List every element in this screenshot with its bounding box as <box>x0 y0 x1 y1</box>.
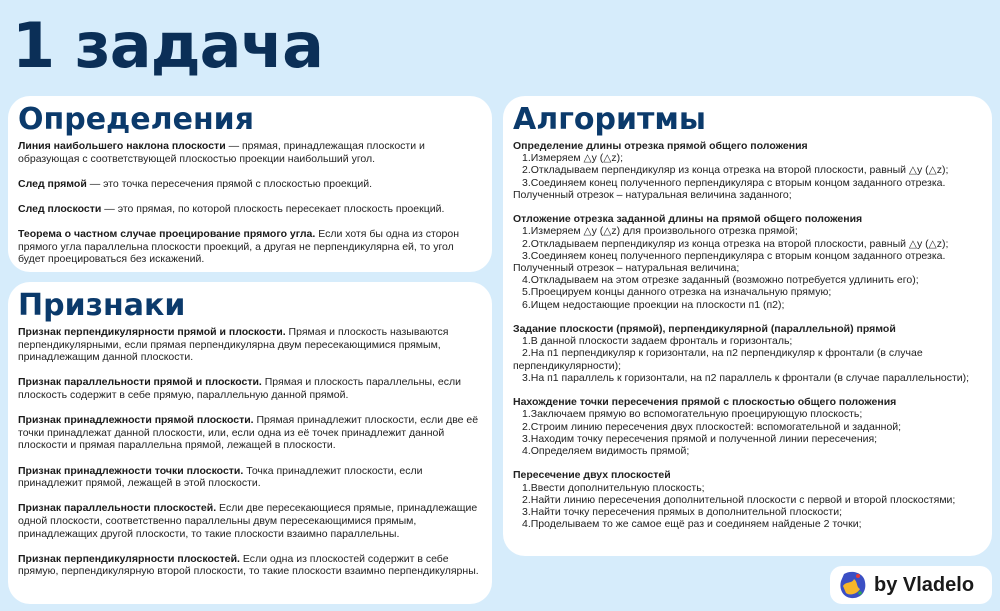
term: Признак параллельности прямой и плоскости. <box>18 376 262 389</box>
algorithm-step: 3.Найти точку пересечения прямых в дополнительной плоскости; <box>522 506 842 519</box>
algorithm-step: 2.Откладываем перпендикуляр из конца отрезка на второй плоскости, равный △y (△z); <box>522 164 949 177</box>
page-title: 1 задача <box>12 9 323 82</box>
paragraph <box>18 465 482 490</box>
algorithm-block <box>513 140 982 201</box>
term: Признак перпендикулярности плоскостей. <box>18 552 240 565</box>
algorithm-step: 3.Соединяем конец полученного перпендикуляра с вторым концом заданного отрезка. <box>522 176 946 189</box>
paragraph <box>18 414 482 452</box>
definitions-card <box>8 96 492 272</box>
algorithm-block <box>513 469 982 530</box>
paragraph <box>18 203 482 216</box>
term: Признак перпендикулярности прямой и плоскости. <box>18 326 286 338</box>
algorithm-step: 1.Ввести дополнительную плоскость; <box>522 481 705 494</box>
algorithm-step: 4.Определяем видимость прямой; <box>522 445 690 458</box>
description: Прямая и плоскость параллельны, если плоскость содержит в себе прямую, параллельную данной прямой. <box>18 376 461 401</box>
logo-text: by Vladelo <box>874 573 975 596</box>
algorithm-step: 4.Откладываем на этом отрезке заданный (возможно потребуется удлинить его); <box>522 274 919 287</box>
paragraph <box>18 553 482 578</box>
description: Прямая принадлежит плоскости, если две её точки принадлежат данной плоскости, или, если одна из её точек принадлежит данной плоскости и прямая параллельна прямой, лежащей в плоскости. <box>18 414 479 452</box>
algorithm-title: Определение длины отрезка прямой общего положения <box>513 140 808 152</box>
algorithm-step: 2.Найти линию пересечения дополнительной плоскости с первой и второй плоскостями; <box>522 493 956 506</box>
algorithms-card <box>503 96 992 556</box>
paragraph <box>18 140 482 165</box>
algorithm-title: Пересечение двух плоскостей <box>513 469 671 482</box>
definitions-list <box>18 140 482 266</box>
algorithm-step: 2.На п1 перпендикуляр к горизонтали, на п2 перпендикуляр к фронтали (в случае <box>522 347 923 360</box>
algorithm-step: 1.Заключаем прямую во вспомогательную проецирующую плоскость; <box>522 408 863 421</box>
term: Признак принадлежности прямой плоскости. <box>18 414 254 427</box>
algorithm-step: 2.Откладываем перпендикуляр из конца отрезка на второй плоскости, равный △y (△z); <box>522 237 949 250</box>
signs-card <box>8 282 492 604</box>
algorithm-step: Полученный отрезок – натуральная величина заданного; <box>513 188 792 201</box>
paragraph <box>18 376 482 401</box>
algorithm-block <box>513 396 982 457</box>
algorithm-step: 3.На п1 параллель к горизонтали, на п2 параллель к фронтали (в случае параллельности); <box>522 371 970 384</box>
term: Признак принадлежности точки плоскости. <box>18 464 244 477</box>
algorithm-block <box>513 323 982 384</box>
paragraph <box>18 178 482 191</box>
algorithm-step: 6.Ищем недостающие проекции на плоскости п1 (п2); <box>522 298 785 311</box>
algorithm-step: 1.Измеряем △y (△z); <box>522 152 624 165</box>
description: Если хотя бы одна из сторон прямого угла параллельна плоскости проекций, а другая не перпендикулярна ей, то угол будет проецироваться без искажений. <box>18 228 460 266</box>
algorithm-title: Задание плоскости (прямой), перпендикулярной (параллельной) прямой <box>513 323 896 336</box>
algorithms-heading: Алгоритмы <box>513 102 707 137</box>
definitions-heading: Определения <box>18 102 254 137</box>
term: Линия наибольшего наклона плоскости <box>18 140 226 152</box>
term: Теорема о частном случае проецирование прямого угла. <box>18 228 316 241</box>
algorithm-step: 5.Проецируем концы данного отрезка на изначальную прямую; <box>522 286 832 299</box>
algorithm-step: 1.В данной плоскости задаем фронталь и горизонталь; <box>522 335 793 348</box>
algorithm-step: 4.Проделываем то же самое ещё раз и соединяем найденые 2 точки; <box>522 518 862 531</box>
description: — это точка пересечения прямой с плоскостью проекций. <box>86 177 373 190</box>
algorithm-step: 3.Соединяем конец полученного перпендикуляра с вторым концом заданного отрезка. <box>522 249 946 262</box>
algorithm-step: 3.Находим точку пересечения прямой и полученной линии пересечения; <box>522 432 878 445</box>
signs-heading: Признаки <box>18 288 186 323</box>
description: — это прямая, по которой плоскость пересекает плоскость проекций. <box>101 202 445 215</box>
description: Если одна из плоскостей содержит в себе прямую, перпендикулярную второй плоскости, то такие плоскости взаимно перпендикулярны. <box>18 552 479 578</box>
algorithm-step: 1.Измеряем △y (△z) для произвольного отрезка прямой; <box>522 225 798 238</box>
description: — прямая, принадлежащая плоскости и образующая с соответствующей плоскостью проекции наибольший угол. <box>18 140 425 165</box>
description: Точка принадлежит плоскости, если принадлежит прямой, лежащей в этой плоскости. <box>18 464 423 490</box>
term: След плоскости <box>18 202 102 215</box>
algorithm-step: перпендикулярности); <box>513 359 622 372</box>
paragraph <box>18 228 482 266</box>
description: Если две пересекающиеся прямые, принадлежащие одной плоскости, соответственно параллельны двум пересекающимися прямым, принадлежащих другой плоскости, то такие плоскости взаимно параллельны. <box>18 502 478 540</box>
paragraph <box>18 326 482 364</box>
algorithms-list <box>513 140 982 530</box>
term: Признак параллельности плоскостей. <box>18 502 217 515</box>
paragraph <box>18 502 482 540</box>
algorithm-title: Отложение отрезка заданной длины на прямой общего положения <box>513 213 863 226</box>
algorithm-block <box>513 213 982 311</box>
algorithm-step: 2.Строим линию пересечения двух плоскостей: вспомогательной и заданной; <box>522 420 902 433</box>
signs-list <box>18 326 482 578</box>
algorithm-title: Нахождение точки пересечения прямой с плоскостью общего положения <box>513 396 897 409</box>
term: След прямой <box>18 177 87 190</box>
description: Прямая и плоскость называются перпендикулярными, если прямая перпендикулярна двум пересекающимися прямым, принадлежащим данной плоскости. <box>18 326 449 364</box>
vladelo-logo <box>830 566 992 604</box>
algorithm-step: Полученный отрезок – натуральная величина; <box>513 262 740 275</box>
vladelo-blob-icon <box>838 570 868 600</box>
